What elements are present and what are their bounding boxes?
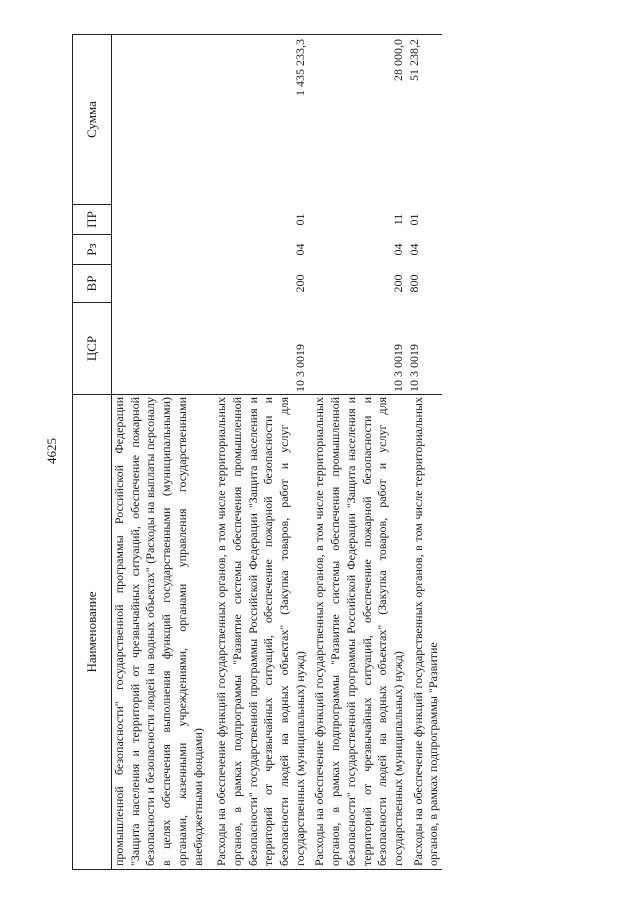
table-row [112,35,211,870]
header-rz: Рз [73,235,112,265]
row-pr [112,205,211,235]
table-row [308,35,406,870]
header-vr: ВР [73,265,112,303]
row-rz: 04 [390,243,405,256]
row-name: Расходы на обеспечение функций государственных органов, в том числе территориальных органов, в рамках подпрограммы "Развитие [407,395,442,870]
row-rz: 04 [406,243,421,256]
header-csr: ЦСР [73,303,112,395]
row-vr [112,265,211,303]
row-sum [112,35,211,205]
table-row [210,35,308,870]
row-pr: 01 [406,213,421,226]
row-pr: 01 [292,213,307,226]
row-csr [112,303,211,395]
row-csr: 10 3 0019 [292,344,307,392]
row-csr: 10 3 0019 [406,344,421,392]
header-name: Наименование [73,395,112,870]
table-row [407,35,442,870]
rotated-page [72,35,587,870]
row-sum: 51 238,2 [407,35,442,205]
header-sum: Сумма [73,35,112,205]
row-name: промышленной безопасности" государственной программы Российской Федерации "Защита населения и территорий от чрезвычайных ситуаций, обеспечение пожарной безопасности и безопасности людей на водных объектах" (Расходы на выплаты персоналу в целях обеспечения выполнения функций государственными (муниципальными) органами, казенными учреждениями, органами управления государственными внебюджетными фондами) [112,395,211,870]
budget-table [72,34,442,870]
row-pr: 11 [390,213,405,226]
row-csr: 10 3 0019 [390,344,405,392]
row-name: Расходы на обеспечение функций государственных органов, в том числе территориальных органов, в рамках подпрограммы "Развитие системы обеспечения промышленной безопасности" государственной программы Российской Федерации "Защита населения и территорий от чрезвычайных ситуаций, обеспечение пожарной безопасности и безопасности людей на водных объектах" (Закупка товаров, работ и услуг для государственных (муниципальных) нужд) [308,395,406,870]
row-rz [112,235,211,265]
row-sum: 28 000,0 [308,35,406,205]
page-number: 4625 [44,438,59,464]
row-rz: 04 [292,243,307,256]
row-vr: 200 [292,274,307,293]
row-vr: 800 [406,274,421,293]
row-sum: 1 435 233,3 [210,35,308,205]
header-pr: ПР [73,205,112,235]
header-row [73,35,112,870]
row-vr: 200 [390,274,405,293]
row-name: Расходы на обеспечение функций государственных органов, в том числе территориальных органов, в рамках подпрограммы "Развитие системы обеспечения промышленной безопасности" государственной программы Российской Федерации "Защита населения и территорий от чрезвычайных ситуаций, обеспечение пожарной безопасности и безопасности людей на водных объектах" (Закупка товаров, работ и услуг для государственных (муниципальных) нужд) [210,395,308,870]
